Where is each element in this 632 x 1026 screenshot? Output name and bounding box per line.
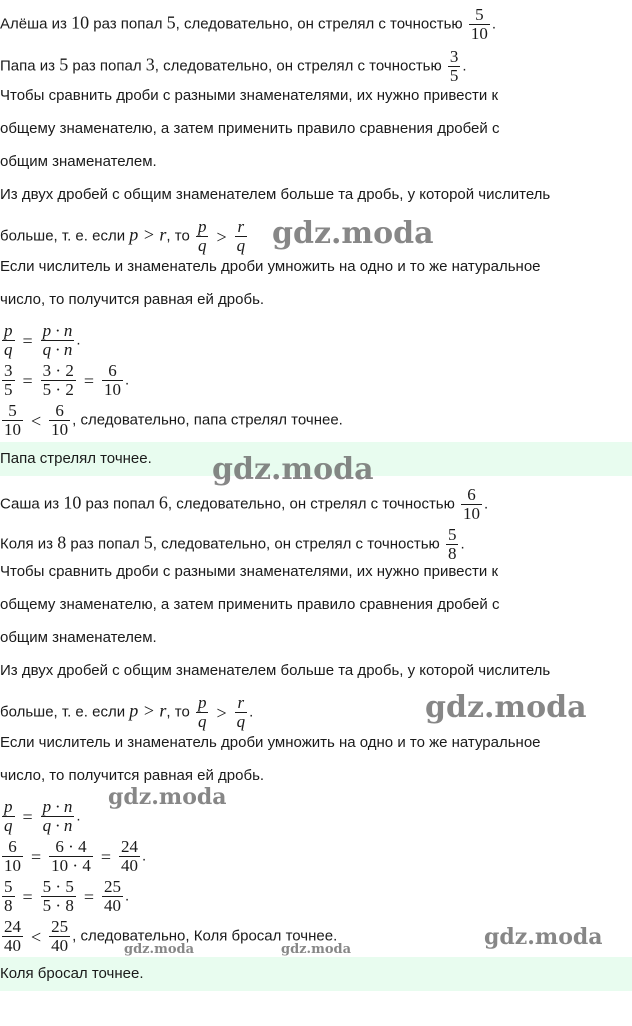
text: , то	[166, 227, 194, 245]
operator: >	[216, 702, 227, 723]
paragraph-line: число, то получится равная ей дробь.	[0, 767, 265, 784]
fraction: $\frac{p \cdot n}{q \cdot n}$	[42, 321, 73, 359]
equation: $\frac{5}{8}$ = $\frac{5 \cdot 5}{5 \cdot 8}$ = $\frac{25}{40}$ .	[4, 877, 130, 915]
fraction: $\frac{p}{q}$	[197, 693, 207, 731]
fraction: $\frac{5}{10}$	[4, 401, 21, 439]
fraction: $\frac{3}{5}$	[449, 47, 459, 85]
text: раз попал	[81, 495, 159, 513]
number: 6	[158, 492, 168, 513]
text: Папа из	[0, 57, 60, 75]
number: 10	[71, 12, 90, 33]
watermark: gdz.moda	[484, 924, 603, 950]
punctuation: .	[460, 535, 465, 553]
paragraph-line: общему знаменателю, а затем применить правило сравнения дробей с	[0, 596, 500, 613]
fraction: $\frac{3}{5}$	[4, 361, 13, 399]
answer-box	[0, 957, 632, 991]
text: Саша из	[0, 495, 64, 513]
text: больше, т. е. если	[0, 227, 130, 245]
fraction: $\frac{6}{10}$	[4, 837, 21, 875]
fraction: $\frac{24}{40}$	[120, 837, 138, 875]
fraction: $\frac{p}{q}$	[4, 321, 13, 359]
number: 5	[59, 54, 69, 75]
answer-text: Папа стрелял точнее.	[0, 450, 152, 467]
answer-text: Коля бросал точнее.	[0, 965, 144, 982]
fraction: $\frac{6}{10}$	[51, 401, 69, 439]
watermark: gdz.moda	[425, 690, 587, 725]
number: 3	[145, 54, 155, 75]
comparison: $\frac{5}{10}$ < $\frac{6}{10}$ , следовательно, папа стрелял точнее.	[4, 401, 343, 439]
number: 10	[63, 492, 82, 513]
watermark: gdz.moda	[281, 942, 352, 957]
watermark: gdz.moda	[272, 216, 434, 251]
paragraph-line: Из двух дробей с общим знаменателем больше та дробь, у которой числитель	[0, 662, 551, 679]
paragraph-line: Если числитель и знаменатель дроби умножить на одно и то же натуральное	[0, 258, 541, 275]
fraction: $\frac{r}{q}$	[236, 217, 246, 255]
equation: $\frac{3}{5}$ = $\frac{3 \cdot 2}{5 \cdot 2}$ = $\frac{6}{10}$ .	[4, 361, 130, 399]
paragraph-line: общему знаменателю, а затем применить правило сравнения дробей с	[0, 120, 500, 137]
fraction: $\frac{6 \cdot 4}{10 \cdot 4}$	[51, 837, 91, 875]
fraction: $\frac{p \cdot n}{q \cdot n}$	[42, 797, 73, 835]
number: 5	[143, 532, 153, 553]
statement-line	[0, 526, 465, 563]
fraction: $\frac{p}{q}$	[4, 797, 13, 835]
fraction: $\frac{p}{q}$	[197, 217, 207, 255]
fraction: $\frac{5 \cdot 5}{5 \cdot 8}$	[42, 877, 74, 915]
text: , следовательно, он стрелял с точностью	[154, 57, 446, 75]
fraction: $\frac{25}{40}$	[51, 917, 69, 955]
number: 5	[166, 12, 176, 33]
text: раз попал	[66, 535, 144, 553]
watermark: gdz.moda	[212, 452, 374, 487]
statement-line	[0, 48, 467, 85]
text: больше, т. е. если	[0, 703, 130, 721]
condition: p > r	[129, 700, 167, 721]
fraction: $\frac{5}{10}$	[470, 5, 488, 43]
paragraph-line: общим знаменателем.	[0, 629, 157, 646]
fraction: $\frac{3 \cdot 2}{5 \cdot 2}$	[42, 361, 74, 399]
text: , следовательно, он стрелял с точностью	[167, 495, 460, 513]
statement-line	[0, 486, 488, 523]
fraction: $\frac{5}{8}$	[447, 525, 457, 563]
text: раз попал	[68, 57, 146, 75]
fraction: $\frac{25}{40}$	[103, 877, 121, 915]
text: Коля из	[0, 535, 58, 553]
paragraph-line: число, то получится равная ей дробь.	[0, 291, 265, 308]
statement-line	[0, 6, 496, 43]
paragraph-line: Чтобы сравнить дроби с разными знаменателями, их нужно привести к	[0, 563, 499, 580]
punctuation: .	[484, 495, 489, 513]
text: , следовательно, папа стрелял точнее.	[72, 411, 343, 429]
text: , следовательно, он стрелял с точностью	[152, 535, 444, 553]
text: , то	[166, 703, 194, 721]
text: , следовательно, Коля бросал точнее.	[72, 927, 338, 945]
equation: $\frac{p}{q}$ = $\frac{p \cdot n}{q \cdot n}$ .	[4, 321, 81, 359]
rule-line	[0, 218, 249, 255]
fraction: $\frac{r}{q}$	[236, 693, 246, 731]
text: Алёша из	[0, 15, 72, 33]
number: 8	[57, 532, 67, 553]
paragraph-line: Чтобы сравнить дроби с разными знаменателями, их нужно привести к	[0, 87, 499, 104]
paragraph-line: Из двух дробей с общим знаменателем больше та дробь, у которой числитель	[0, 186, 551, 203]
punctuation: .	[491, 15, 496, 33]
watermark: gdz.moda	[108, 784, 227, 810]
paragraph-line: Если числитель и знаменатель дроби умножить на одно и то же натуральное	[0, 734, 541, 751]
fraction: $\frac{24}{40}$	[4, 917, 21, 955]
fraction: $\frac{6}{10}$	[463, 485, 481, 523]
fraction: $\frac{5}{8}$	[4, 877, 13, 915]
punctuation: .	[462, 57, 467, 75]
comparison: $\frac{24}{40}$ < $\frac{25}{40}$ , следовательно, Коля бросал точнее.	[4, 917, 338, 955]
rule-line: больше, т. е. если p > r, то $\frac{p}{q}$ > $\frac{r}{q}$ .	[0, 693, 254, 731]
watermark: gdz.moda	[124, 942, 195, 957]
text: раз попал	[89, 15, 167, 33]
condition: p > r	[129, 224, 167, 245]
text: , следовательно, он стрелял с точностью	[175, 15, 467, 33]
paragraph-line: общим знаменателем.	[0, 153, 157, 170]
equation: $\frac{p}{q}$ = $\frac{p \cdot n}{q \cdot n}$ .	[4, 797, 81, 835]
fraction: $\frac{6}{10}$	[103, 361, 121, 399]
operator: >	[216, 226, 227, 247]
equation: $\frac{6}{10}$ = $\frac{6 \cdot 4}{10 \cdot 4}$ = $\frac{24}{40}$ .	[4, 837, 147, 875]
